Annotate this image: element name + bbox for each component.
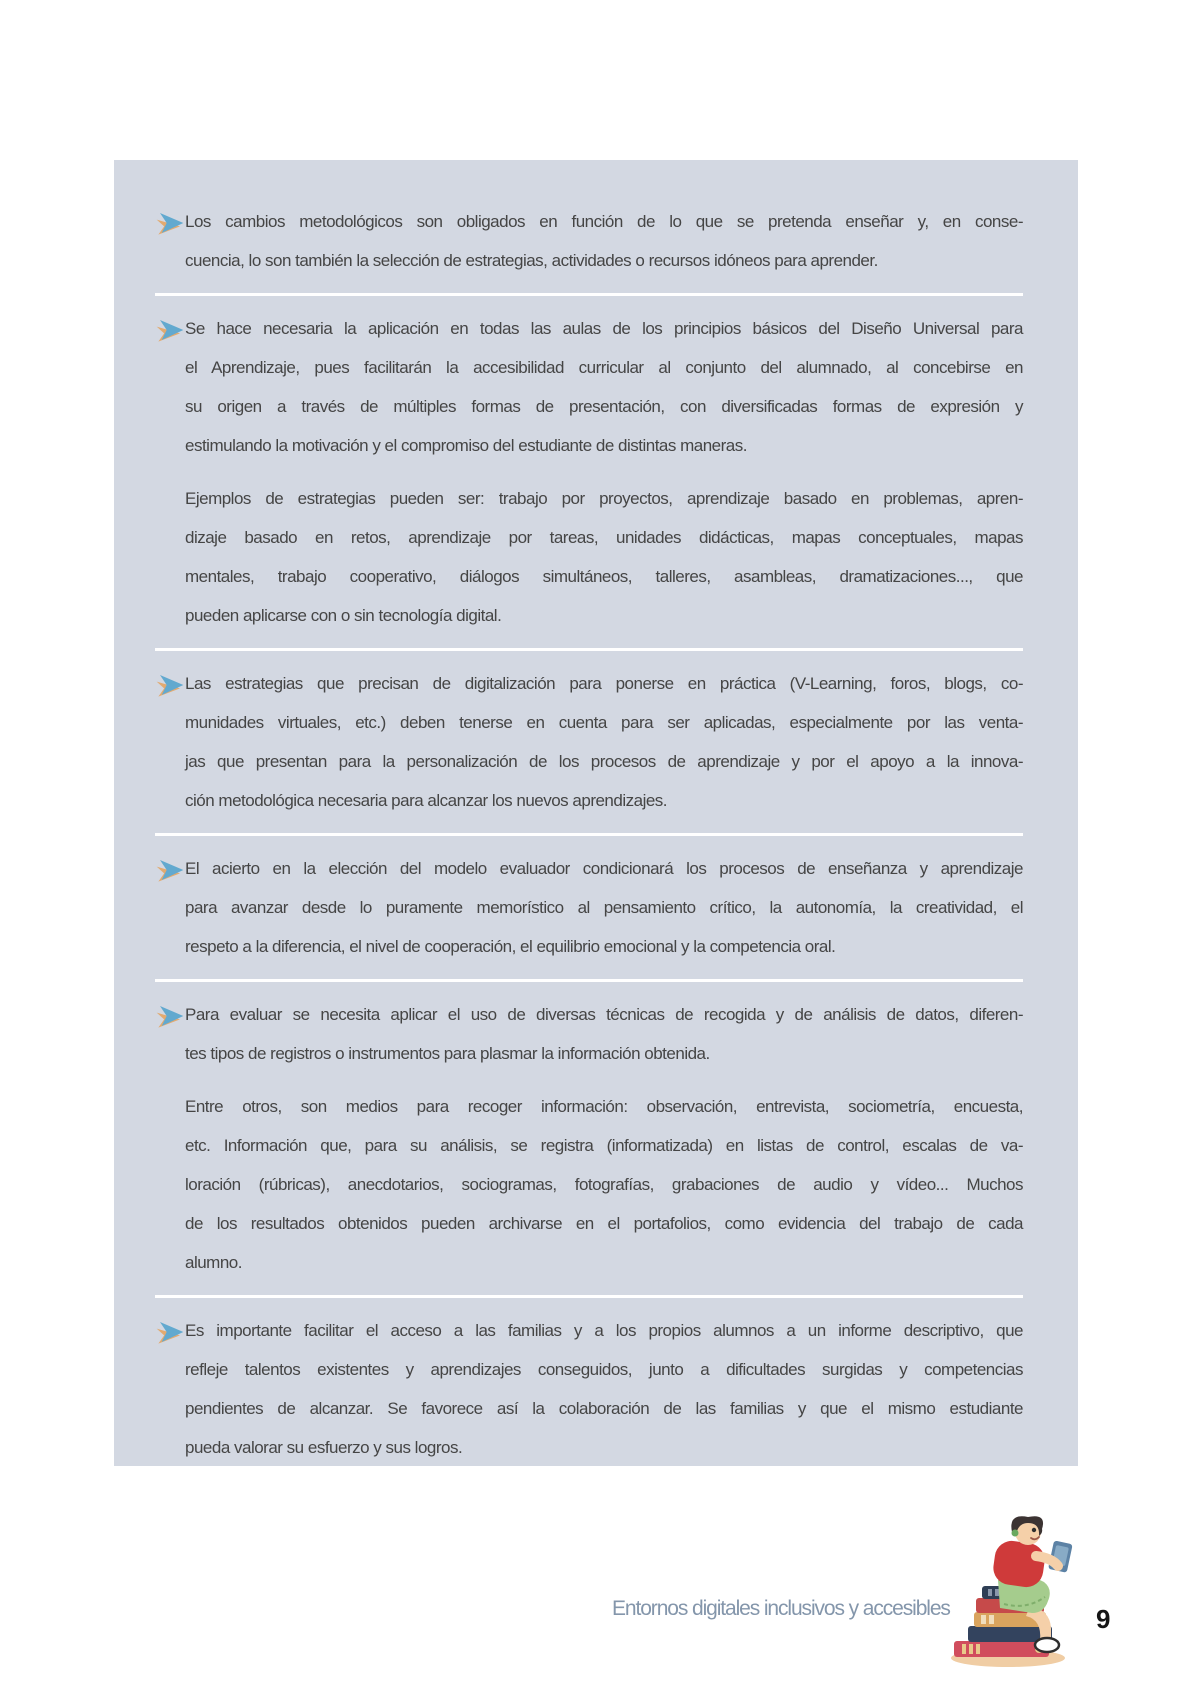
text-line: Entre otros, son medios para recoger información: observación, entrevista, sociometría, encuesta, [185, 1097, 1023, 1116]
bullet-section [155, 664, 1023, 820]
bullet-section [155, 849, 1023, 966]
text-line: para avanzar desde lo puramente memorístico al pensamiento crítico, la autonomía, la creatividad, el [185, 898, 1023, 917]
text-line: el Aprendizaje, pues facilitarán la accesibilidad curricular al conjunto del alumnado, al concebirse en [185, 358, 1023, 377]
text-line: estimulando la motivación y el compromiso del estudiante de distintas maneras. [185, 436, 747, 455]
paragraph [185, 1087, 1023, 1282]
content-sections [114, 160, 1078, 1467]
section-text [185, 995, 1023, 1282]
text-line: tes tipos de registros o instrumentos para plasmar la información obtenida. [185, 1044, 710, 1063]
arrow-bullet-icon [155, 317, 185, 343]
arrow-bullet-icon [155, 672, 185, 698]
section-text [185, 202, 1023, 280]
text-line: dizaje basado en retos, aprendizaje por tareas, unidades didácticas, mapas conceptuales, mapas [185, 528, 1023, 547]
text-line: cuencia, lo son también la selección de estrategias, actividades o recursos idóneos para aprender. [185, 251, 878, 270]
section-divider [155, 648, 1023, 651]
footer-title: Entornos digitales inclusivos y accesibles [612, 1597, 950, 1620]
content-box [114, 160, 1078, 1466]
paragraph [185, 664, 1023, 820]
text-line: loración (rúbricas), anecdotarios, sociogramas, fotografías, grabaciones de audio y vídeo... Muchos [185, 1175, 1023, 1194]
section-divider [155, 979, 1023, 982]
text-line: pendientes de alcanzar. Se favorece así la colaboración de las familias y que el mismo estudiante [185, 1399, 1023, 1418]
section-text [185, 664, 1023, 820]
bullet-section [155, 309, 1023, 635]
paragraph [185, 479, 1023, 635]
bullet-section [155, 1311, 1023, 1467]
text-line: jas que presentan para la personalización de los procesos de aprendizaje y por el apoyo a la innova- [185, 752, 1023, 771]
paragraph [185, 849, 1023, 966]
text-line: Se hace necesaria la aplicación en todas las aulas de los principios básicos del Diseño Universal para [185, 319, 1023, 338]
text-line: pueda valorar su esfuerzo y sus logros. [185, 1438, 463, 1457]
text-line: ción metodológica necesaria para alcanzar los nuevos aprendizajes. [185, 791, 668, 810]
paragraph [185, 309, 1023, 465]
text-line: munidades virtuales, etc.) deben tenerse en cuenta para ser aplicadas, especialmente por las venta- [185, 713, 1023, 732]
text-line: El acierto en la elección del modelo evaluador condicionará los procesos de enseñanza y aprendizaje [185, 859, 1023, 878]
section-divider [155, 1295, 1023, 1298]
text-line: Las estrategias que precisan de digitalización para ponerse en práctica (V-Learning, foros, blogs, co- [185, 674, 1023, 693]
bullet-section [155, 202, 1023, 280]
text-line: de los resultados obtenidos pueden archivarse en el portafolios, como evidencia del trabajo de cada [185, 1214, 1023, 1233]
text-line: pueden aplicarse con o sin tecnología digital. [185, 606, 502, 625]
text-line: Para evaluar se necesita aplicar el uso de diversas técnicas de recogida y de análisis de datos, diferen- [185, 1005, 1023, 1024]
section-text [185, 849, 1023, 966]
text-line: refleje talentos existentes y aprendizajes conseguidos, junto a dificultades surgidas y competencias [185, 1360, 1023, 1379]
text-line: alumno. [185, 1253, 242, 1272]
page-number: 9 [1096, 1604, 1111, 1634]
arrow-bullet-icon [155, 857, 185, 883]
text-line: Los cambios metodológicos son obligados en función de lo que se pretenda enseñar y, en conse- [185, 212, 1023, 231]
text-line: Ejemplos de estrategias pueden ser: trabajo por proyectos, aprendizaje basado en problemas, apren- [185, 489, 1023, 508]
paragraph [185, 1311, 1023, 1467]
arrow-bullet-icon [155, 1003, 185, 1029]
arrow-bullet-icon [155, 1319, 185, 1345]
section-text [185, 309, 1023, 635]
paragraph [185, 202, 1023, 280]
section-text [185, 1311, 1023, 1467]
text-line: Es importante facilitar el acceso a las familias y a los propios alumnos a un informe descriptivo, que [185, 1321, 1023, 1340]
arrow-bullet-icon [155, 210, 185, 236]
section-divider [155, 833, 1023, 836]
text-line: mentales, trabajo cooperativo, diálogos simultáneos, talleres, asambleas, dramatizaciones..., que [185, 567, 1023, 586]
paragraph [185, 995, 1023, 1073]
bullet-section [155, 995, 1023, 1282]
text-line: su origen a través de múltiples formas de presentación, con diversificadas formas de expresión y [185, 397, 1023, 416]
text-line: respeto a la diferencia, el nivel de cooperación, el equilibrio emocional y la competencia oral. [185, 937, 836, 956]
boy-reading-illustration [948, 1516, 1083, 1668]
text-line: etc. Información que, para su análisis, se registra (informatizada) en listas de control, escalas de va- [185, 1136, 1023, 1155]
section-divider [155, 293, 1023, 296]
